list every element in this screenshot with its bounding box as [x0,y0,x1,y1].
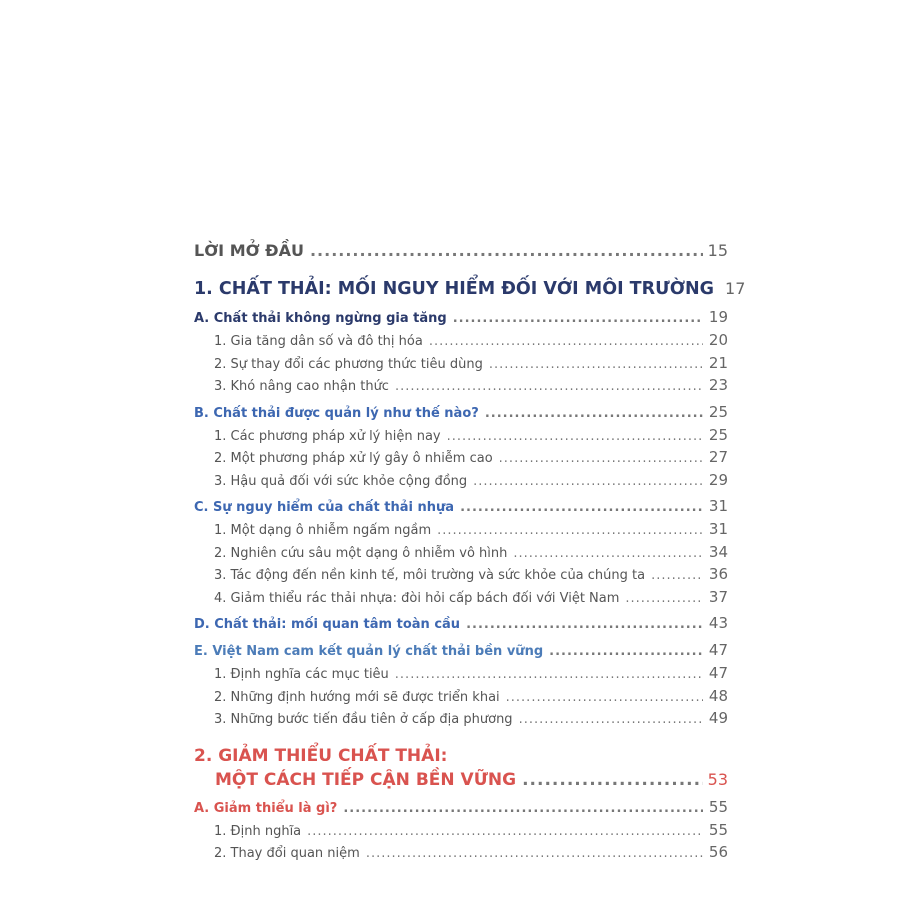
toc-page-number: 55 [708,820,728,839]
toc-chapter-title-line2: MỘT CÁCH TIẾP CẬN BỀN VỮNG [215,769,517,790]
toc-item-title: 3. Hậu quả đối với sức khỏe cộng đồng [214,473,468,489]
toc-page-number: 55 [708,797,728,816]
toc-page-number: 23 [708,376,728,394]
toc-page-number: 47 [708,641,728,659]
toc-section-d[interactable] [194,612,728,635]
dot-leader [522,768,703,792]
toc-entry-intro[interactable] [194,238,728,264]
toc-page-number: 48 [708,686,728,705]
toc-page-number: 43 [708,614,728,632]
toc-item-title: 1. Các phương pháp xử lý hiện nay [214,428,441,444]
toc-page-number: 19 [708,308,728,326]
dot-leader [343,797,703,820]
toc-chapter-title-line1: 2. GIẢM THIỂU CHẤT THẢI: [194,745,448,766]
toc-page-number: 27 [708,448,728,466]
toc-page-number: 20 [708,331,728,349]
toc-item-title: 2. Một phương pháp xử lý gây ô nhiễm cao [214,451,493,466]
toc-item-title: 1. Một dạng ô nhiễm ngấm ngầm [214,523,432,538]
toc-page-number: 25 [708,425,728,444]
toc-page-number: 17 [725,279,746,298]
toc-item-title: 3. Khó nâng cao nhận thức [214,379,389,394]
toc-item-title: 2. Những định hướng mới sẽ được triển khai [214,689,500,705]
toc-page-number: 37 [708,587,728,606]
dot-leader [453,307,703,330]
toc-entry-title: LỜI MỞ ĐẦU [194,241,304,260]
dot-leader [366,843,703,866]
toc-chapter-1[interactable] [194,276,746,302]
toc-item[interactable] [194,707,728,730]
toc-item[interactable] [194,819,728,842]
toc-section-title: A. Giảm thiểu là gì? [194,800,338,816]
toc-item-title: 2. Sự thay đổi các phương thức tiêu dùng [214,356,483,372]
toc-section-title: E. Việt Nam cam kết quản lý chất thải bền vững [194,644,544,659]
toc-item-title: 2. Thay đổi quan niệm [214,846,360,861]
toc-page-number: 56 [708,843,728,861]
toc-section-title: A. Chất thải không ngừng gia tăng [194,311,447,326]
dot-leader [466,613,703,636]
dot-leader [506,687,703,710]
table-of-contents [194,236,746,864]
toc-page-number: 29 [708,470,728,489]
toc-page-number: 25 [708,402,728,421]
dot-leader [395,664,703,687]
toc-page-number: 36 [708,565,728,583]
dot-leader [651,565,703,588]
toc-page-number: 47 [708,664,728,682]
dot-leader [549,640,703,663]
toc-item-title: 4. Giảm thiểu rác thải nhựa: đòi hỏi cấp bách đối với Việt Nam [214,590,620,606]
toc-page-number: 49 [708,709,728,727]
toc-page-number: 53 [707,769,728,789]
toc-section-e[interactable] [194,639,728,662]
toc-chapter-title-line2-row [194,768,728,792]
toc-item[interactable] [194,374,728,397]
toc-item[interactable] [194,563,728,586]
toc-page-number: 34 [708,542,728,561]
dot-leader [513,543,703,566]
dot-leader [519,709,703,732]
toc-item[interactable] [194,518,728,541]
toc-section-c[interactable] [194,495,728,518]
dot-leader [485,402,703,425]
toc-item-title: 1. Định nghĩa [214,823,302,839]
toc-section-title: B. Chất thải được quản lý như thế nào? [194,405,479,421]
toc-item[interactable] [194,685,728,708]
toc-item-title: 3. Những bước tiến đầu tiên ở cấp địa phương [214,712,513,727]
dot-leader [429,331,703,354]
dot-leader [473,471,703,494]
toc-item[interactable] [194,841,728,864]
toc-page-number: 21 [708,353,728,372]
toc-page-number: 31 [708,497,728,515]
toc-item[interactable] [194,424,728,447]
toc-section-a[interactable] [194,306,728,329]
dot-leader [460,496,703,519]
toc-section-title: D. Chất thải: mối quan tâm toàn cầu [194,617,461,632]
toc-section-b[interactable] [194,401,728,424]
toc-item[interactable] [194,446,728,469]
toc-chapter-2[interactable] [194,744,728,792]
toc-item-title: 1. Gia tăng dân số và đô thị hóa [214,334,423,349]
toc-item-title: 1. Định nghĩa các mục tiêu [214,667,389,682]
toc-page-number: 15 [707,241,728,260]
toc-section-a2[interactable] [194,796,728,819]
toc-section-title: C. Sự nguy hiểm của chất thải nhựa [194,500,455,515]
toc-item-title: 2. Nghiên cứu sâu một dạng ô nhiễm vô hình [214,545,508,561]
toc-item[interactable] [194,541,728,564]
toc-item[interactable] [194,469,728,492]
toc-page-number: 31 [708,520,728,538]
dot-leader [395,376,703,399]
toc-item[interactable] [194,586,728,609]
dot-leader [447,426,703,449]
dot-leader [307,821,703,844]
toc-item-title: 3. Tác động đến nền kinh tế, môi trường và sức khỏe của chúng ta [214,568,646,583]
toc-item[interactable] [194,352,728,375]
dot-leader [489,354,703,377]
toc-item[interactable] [194,329,728,352]
dot-leader [499,448,703,471]
dot-leader [625,588,703,611]
dot-leader [437,520,703,543]
dot-leader [310,238,703,264]
toc-chapter-title: 1. CHẤT THẢI: MỐI NGUY HIỂM ĐỐI VỚI MÔI TRƯỜNG [194,279,715,299]
toc-item[interactable] [194,662,728,685]
